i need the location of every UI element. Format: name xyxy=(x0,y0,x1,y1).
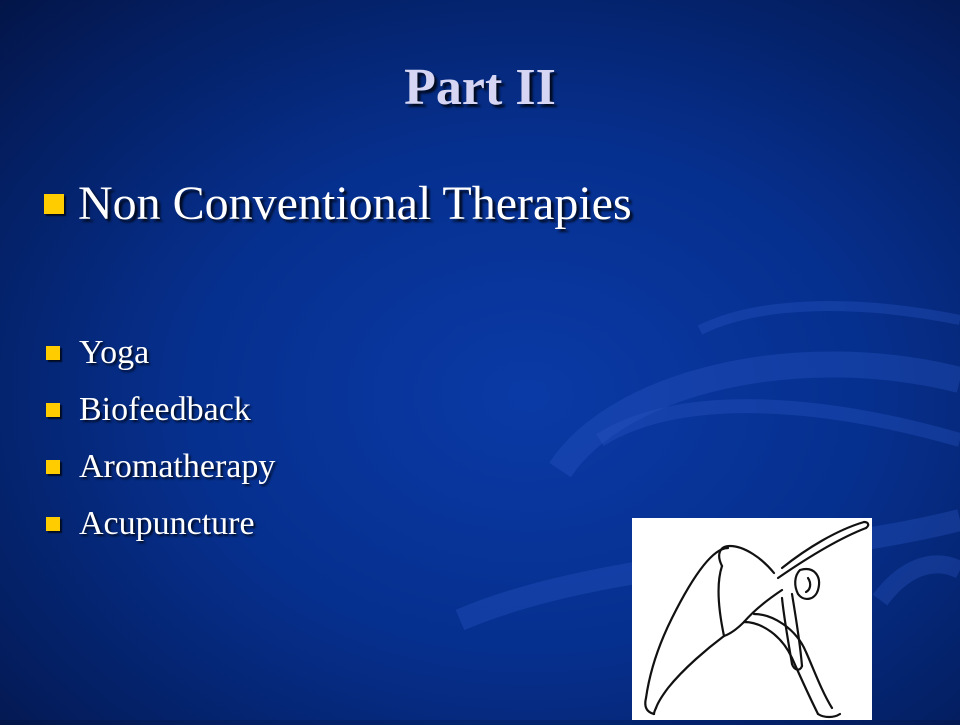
main-bullet xyxy=(44,176,632,231)
bullet-square-icon xyxy=(46,346,60,360)
list-item-label: Aromatherapy xyxy=(79,447,276,485)
yoga-pose-icon xyxy=(632,518,872,720)
therapy-list xyxy=(46,324,275,552)
slide-title: Part II xyxy=(404,59,556,116)
list-item xyxy=(46,381,275,438)
yoga-pose-image xyxy=(632,518,872,720)
main-bullet-text: Non Conventional Therapies xyxy=(78,177,632,230)
list-item xyxy=(46,438,275,495)
list-item-label: Biofeedback xyxy=(79,390,251,428)
list-item-label: Acupuncture xyxy=(79,504,255,542)
list-item-label: Yoga xyxy=(79,333,150,371)
list-item xyxy=(46,495,275,552)
bullet-square-icon xyxy=(46,403,60,417)
list-item xyxy=(46,324,275,381)
bullet-square-icon xyxy=(46,517,60,531)
bullet-square-icon xyxy=(46,460,60,474)
bullet-square-icon xyxy=(44,194,64,214)
